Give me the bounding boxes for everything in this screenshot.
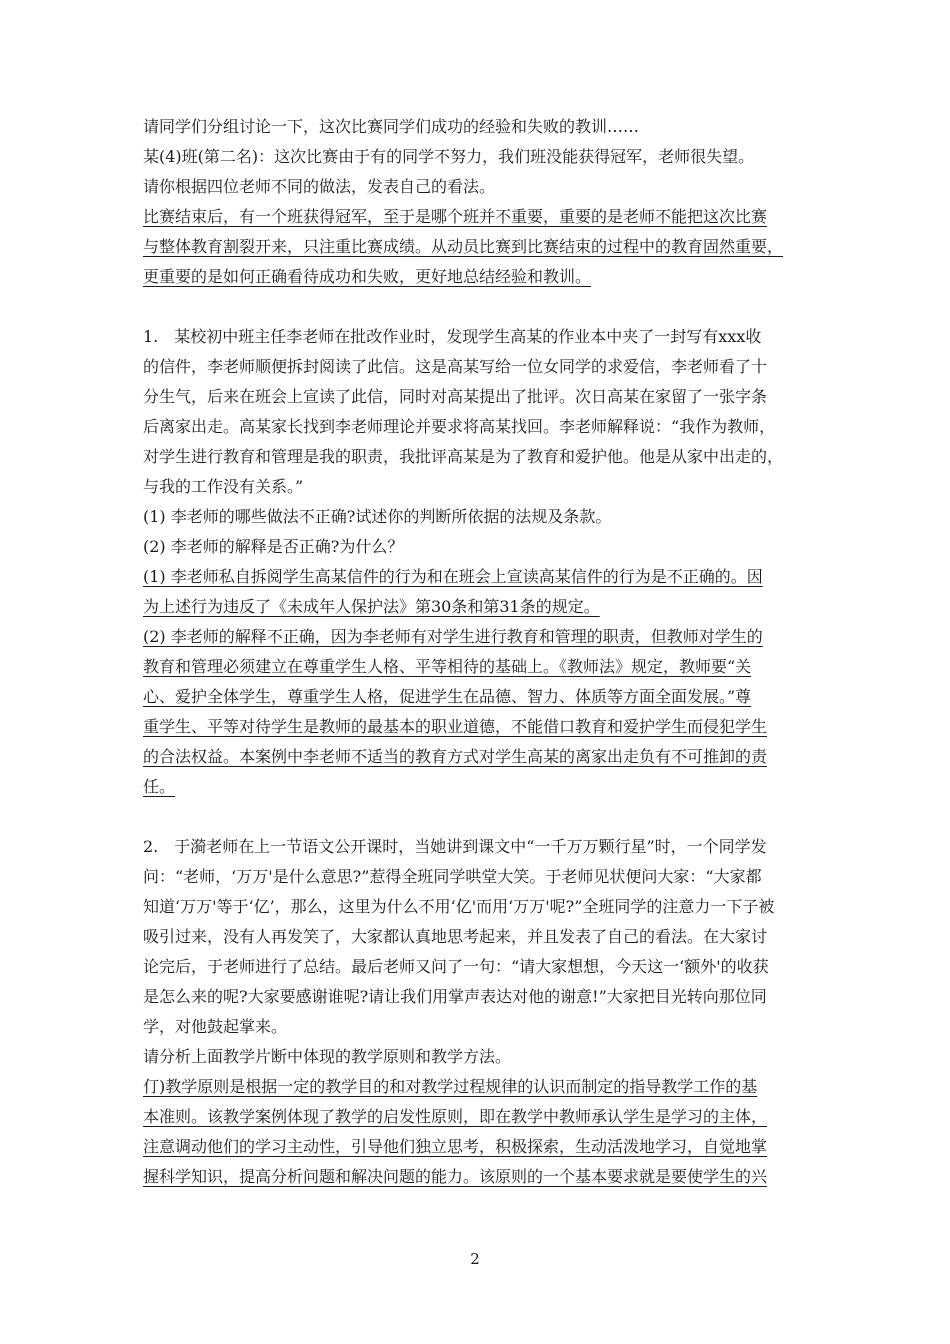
text-line: 请你根据四位老师不同的做法，发表自己的看法。 [143, 177, 496, 196]
question-line: (2) 李老师的解释是否正确?为什么？ [143, 537, 404, 556]
answer-line: 重学生、平等对待学生是教师的最基本的职业道德，不能借口教育和爱护学生而侵犯学生 [143, 717, 768, 736]
text-line: 2. 于漪老师在上一节语文公开课时，当她讲到课文中“一千万万颗行星”时，一个同学发 [143, 837, 767, 856]
text-line: 问：“老师，‘万万'是什么意思?”惹得全班同学哄堂大笑。于老师见状便问大家：“大家都 [143, 867, 762, 886]
question-line: (1) 李老师的哪些做法不正确?试述你的判断所依据的法规及条款。 [143, 507, 612, 526]
answer-1 [143, 202, 813, 292]
text-line: 请分析上面教学片断中体现的教学原则和教学方法。 [143, 1047, 512, 1066]
answer-line: 握科学知识，提高分析问题和解决问题的能力。该原则的一个基本要求就是要使学生的兴 [143, 1167, 768, 1186]
answer-line: 本准则。该教学案例体现了教学的启发性原则，即在教学中教师承认学生是学习的主体， [143, 1107, 768, 1126]
text-line: 论完后，于老师进行了总结。最后老师又问了一句：“请大家想想，今天这一‘额外'的收获 [143, 957, 769, 976]
text-line: 的信件，李老师顺便拆封阅读了此信。这是高某写给一位女同学的求爱信，李老师看了十 [143, 357, 768, 376]
text-line: 1. 某校初中班主任李老师在批改作业时，发现学生高某的作业本中夹了一封写有xxx收 [143, 327, 762, 346]
page-number: 2 [470, 1250, 480, 1268]
answer-line: (2) 李老师的解释不正确，因为李老师有对学生进行教育和管理的职责，但教师对学生的 [143, 627, 763, 646]
answer-line: 与整体教育割裂开来，只注重比赛成绩。从动员比赛到比赛结束的过程中的教育固然重要， [143, 237, 784, 256]
answer-line: 注意调动他们的学习主动性，引导他们独立思考，积极探索，生动活泼地学习，自觉地掌 [143, 1137, 768, 1156]
text-line: 吸引过来，没有人再发笑了，大家都认真地思考起来，并且发表了自己的看法。在大家讨 [143, 927, 768, 946]
answer-line: (1) 李老师私自拆阅学生高某信件的行为和在班会上宣读高某信件的行为是不正确的。因 [143, 567, 763, 586]
answer-line: 为上述行为违反了《未成年人保护法》第30条和第31条的规定。 [143, 597, 600, 616]
answer-line: 心、爱护全体学生，尊重学生人格，促进学生在品德、智力、体质等方面全面发展。”尊 [143, 687, 752, 706]
answer-3 [143, 1072, 813, 1192]
intro-block [143, 112, 813, 202]
text-line: 后离家出走。高某家长找到李老师理论并要求将高某找回。李老师解释说：“我作为教师， [143, 417, 776, 436]
answer-line: 比赛结束后，有一个班获得冠军，至于是哪个班并不重要，重要的是老师不能把这次比赛 [143, 207, 768, 226]
text-line: 与我的工作没有关系。” [143, 477, 304, 496]
case-2 [143, 832, 813, 1072]
answer-line: 的合法权益。本案例中李老师不适当的教育方式对学生高某的离家出走负有不可推卸的责 [143, 747, 768, 766]
document-body [143, 112, 813, 1192]
answer-line: 教育和管理必须建立在尊重学生人格、平等相待的基础上。《教师法》规定，教师要“关 [143, 657, 752, 676]
spacer [143, 292, 813, 322]
text-line: 请同学们分组讨论一下，这次比赛同学们成功的经验和失败的教训…… [143, 117, 640, 136]
text-line: 对学生进行教育和管理是我的职责，我批评高某是为了教育和爱护他。他是从家中出走的， [143, 447, 784, 466]
case-1 [143, 322, 813, 502]
text-line: 是怎么来的呢?大家要感谢谁呢?请让我们用掌声表达对他的谢意!”大家把目光转向那位同 [143, 987, 767, 1006]
text-line: 分生气，后来在班会上宣读了此信，同时对高某提出了批评。次日高某在家留了一张字条 [143, 387, 768, 406]
text-line: 某(4)班(第二名)：这次比赛由于有的同学不努力，我们班没能获得冠军，老师很失望。 [143, 147, 755, 166]
spacer [143, 802, 813, 832]
answer-2 [143, 562, 813, 802]
answer-line: 更重要的是如何正确看待成功和失败，更好地总结经验和教训。 [143, 267, 592, 286]
answer-line: 仃)教学原则是根据一定的教学目的和对教学过程规律的认识而制定的指导教学工作的基 [143, 1077, 758, 1096]
questions-1 [143, 502, 813, 562]
answer-line: 任。 [143, 777, 176, 796]
text-line: 知道‘万万'等于‘亿’，那么，这里为什么不用‘亿'而用‘万万'呢?”全班同学的注意力一下子被 [143, 897, 775, 916]
text-line: 学，对他鼓起掌来。 [143, 1017, 288, 1036]
